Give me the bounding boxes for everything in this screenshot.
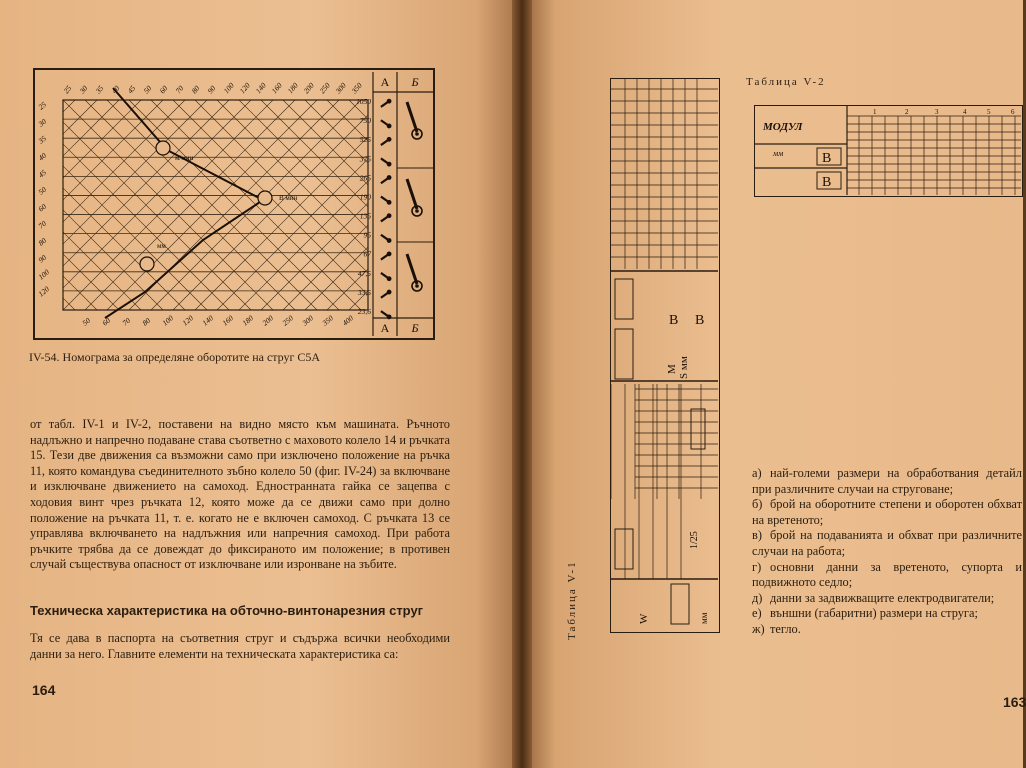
left-scale-label: 120	[36, 284, 51, 299]
label-m-min: м/мин	[175, 154, 194, 162]
lever-icon	[380, 98, 393, 109]
paragraph-1: от табл. IV-1 и IV-2, поставени на видно място към машината. Ръчното надлъжно и напречно подаване става съответно с маховото колело 14 и ръчката 15. Тези две движения са възможни само при изключено положение на ръчка 11, която командува съединителното зъбно колело 50 (фиг. IV-24) за включване и изключване движението на самоход. Едностранната гайка се зацепва с ходовия винт чрез ръчката 12, която може да се движи само при долно положение на ръчката 11, т. е. когато не е включен самоход. С ръчката 13 се управлява включването на надлъжния или напречния самоход. При работа ръчките трябва да се довеждат до фиксираното им положение; в противен случай съществува опасност от изключване или изронване на зъбите.	[30, 417, 450, 572]
characteristics-list	[752, 466, 1022, 638]
lever-icon	[380, 251, 393, 262]
bottom-scale-label: 400	[340, 313, 355, 328]
bottom-scale-label: 300	[300, 313, 315, 328]
lever-icon	[380, 156, 393, 167]
bottom-scale-label: 120	[180, 313, 195, 328]
list-item: е) външни (габаритни) размери на струга;	[752, 606, 978, 621]
left-scale-label: 35	[36, 133, 49, 146]
rpm-label: 1050	[356, 97, 371, 106]
top-scale-label: 300	[333, 80, 348, 96]
top-scale-label: 35	[93, 83, 106, 96]
book-gutter	[512, 0, 532, 768]
bottom-scale-label: 60	[100, 315, 113, 328]
v2-col-6: 6	[1011, 108, 1015, 116]
bottom-scale-label: 140	[200, 313, 215, 328]
bottom-scale-label: 180	[240, 313, 255, 328]
rpm-label: 525	[359, 135, 371, 145]
left-scale-label: 25	[36, 99, 49, 112]
top-scale-label: 60	[157, 83, 170, 96]
top-scale-label: 350	[349, 80, 364, 96]
top-scale-label: 140	[253, 80, 268, 96]
top-scale-label: 120	[237, 80, 252, 96]
list-item: г) основни данни за вретеното, супорта и подвижното седло;	[752, 559, 1022, 590]
table-v2	[754, 105, 1023, 197]
section-heading: Техническа характеристика на обточно-винтонарезния струг	[30, 603, 424, 618]
label-v-min: В мин	[279, 194, 298, 202]
top-scale-label: 50	[141, 83, 154, 96]
header-a-bottom: А	[380, 321, 390, 335]
table-v2-grid	[755, 106, 1021, 195]
left-scale-label: 70	[36, 218, 49, 231]
v2-col-4: 4	[963, 108, 967, 116]
bottom-scale-label: 160	[220, 313, 235, 328]
handle-icon	[407, 254, 422, 291]
left-scale-label: 100	[36, 267, 51, 282]
table-v1-title: Таблица V-1	[566, 560, 578, 640]
v2-col-3: 3	[935, 108, 939, 116]
list-item: в) брой на подаванията и обхват при различните случаи на работа;	[752, 528, 1022, 558]
rpm-label: 265	[359, 173, 371, 183]
list-item: б) брой на оборотните степени и оборотен обхват на вретеното;	[752, 497, 1022, 527]
nomogram-svg	[35, 70, 433, 338]
bottom-scale-label: 100	[160, 313, 175, 328]
top-scale-label: 100	[221, 80, 236, 96]
v1-label-125: 1/25	[689, 531, 700, 549]
top-scale-label: 30	[77, 83, 90, 96]
lever-icon	[380, 195, 393, 206]
bottom-scale-label: 70	[120, 315, 133, 328]
table-v1-grid	[611, 79, 718, 631]
rpm-label: 67	[363, 249, 371, 259]
v2-col-1: 1	[873, 108, 877, 116]
v2-col-5: 5	[987, 108, 991, 116]
left-scale-label: 80	[36, 235, 49, 248]
bottom-scale-label: 250	[280, 313, 295, 328]
top-scale-label: 45	[125, 83, 138, 96]
lever-icon	[380, 136, 393, 147]
rpm-label: 190	[359, 192, 371, 202]
top-scale-label: 25	[61, 83, 74, 96]
bottom-scale-label: 80	[140, 315, 153, 328]
v2-col-2: 2	[905, 108, 909, 116]
rpm-label: 375	[359, 154, 371, 164]
bottom-scale-label: 200	[260, 313, 275, 328]
rpm-label: 33,5	[357, 287, 371, 297]
list-item: д) данни за задвижващите електродвигатели;	[752, 590, 995, 605]
lever-icon	[380, 118, 393, 129]
header-a-top: А	[380, 75, 390, 89]
rpm-label: 750	[359, 116, 371, 126]
header-b-bottom: Б	[411, 321, 419, 335]
table-v1	[610, 78, 720, 633]
lever-icon	[380, 212, 393, 223]
v1-label-m: M	[666, 364, 678, 374]
list-item: а) най-големи размери на обработвания детайл при различните случаи на струговане;	[752, 466, 1022, 496]
bottom-scale-label: 50	[80, 315, 93, 328]
top-scale-label: 70	[173, 83, 186, 96]
rpm-label: 23,6	[357, 307, 371, 316]
v1-label-w: W	[638, 613, 650, 624]
top-scale-label: 180	[285, 80, 300, 96]
left-scale-label: 30	[36, 116, 49, 129]
top-scale-label: 160	[269, 80, 284, 96]
v1-label-mm: мм	[699, 612, 709, 624]
top-scale-label: 200	[301, 80, 316, 96]
figure-caption: IV-54. Номограма за определяне оборотите на струг С5А	[29, 350, 321, 364]
v2-label-b1: В	[822, 151, 832, 166]
nomogram-figure	[33, 68, 435, 340]
table-v2-title: Таблица V-2	[746, 76, 826, 88]
left-scale-label: 40	[36, 150, 49, 163]
top-scale-label: 250	[317, 80, 332, 96]
v2-label-b2: В	[822, 175, 832, 190]
left-scale-label: 45	[36, 167, 49, 180]
v1-label-b1: В	[669, 313, 679, 328]
label-mm: мм	[157, 242, 166, 250]
handle-icon	[407, 102, 422, 139]
v2-label-modul: МОДУЛ	[763, 121, 803, 133]
header-b-top: Б	[411, 75, 419, 89]
lever-icon	[380, 174, 393, 185]
v1-label-b2: В	[695, 313, 705, 328]
rpm-label: 47,5	[357, 268, 371, 278]
left-scale-label: 90	[36, 252, 49, 265]
paragraph-2: Тя се дава в паспорта на съответния струг и съдържа всички необходими данни за него. Главните елементи на техническата характеристика са:	[30, 631, 450, 661]
lever-icon	[380, 233, 393, 244]
list-item: ж) тегло.	[752, 621, 801, 636]
handle-icon	[407, 179, 422, 216]
page-number-left: 164	[32, 682, 56, 698]
left-scale-label: 50	[36, 184, 49, 197]
top-scale-label: 40	[109, 83, 122, 96]
top-scale-label: 80	[189, 83, 202, 96]
v1-label-s: S мм	[678, 356, 690, 379]
left-scale-label: 60	[36, 201, 49, 214]
page-number-right: 163	[1003, 694, 1026, 710]
rpm-label: 135	[359, 211, 371, 221]
bottom-scale-label: 350	[320, 313, 335, 328]
lever-icon	[380, 271, 393, 282]
v2-label-mm: мм	[773, 149, 784, 158]
top-scale-label: 90	[205, 83, 218, 96]
lever-icon	[380, 289, 393, 300]
rpm-label: 95	[363, 230, 371, 240]
